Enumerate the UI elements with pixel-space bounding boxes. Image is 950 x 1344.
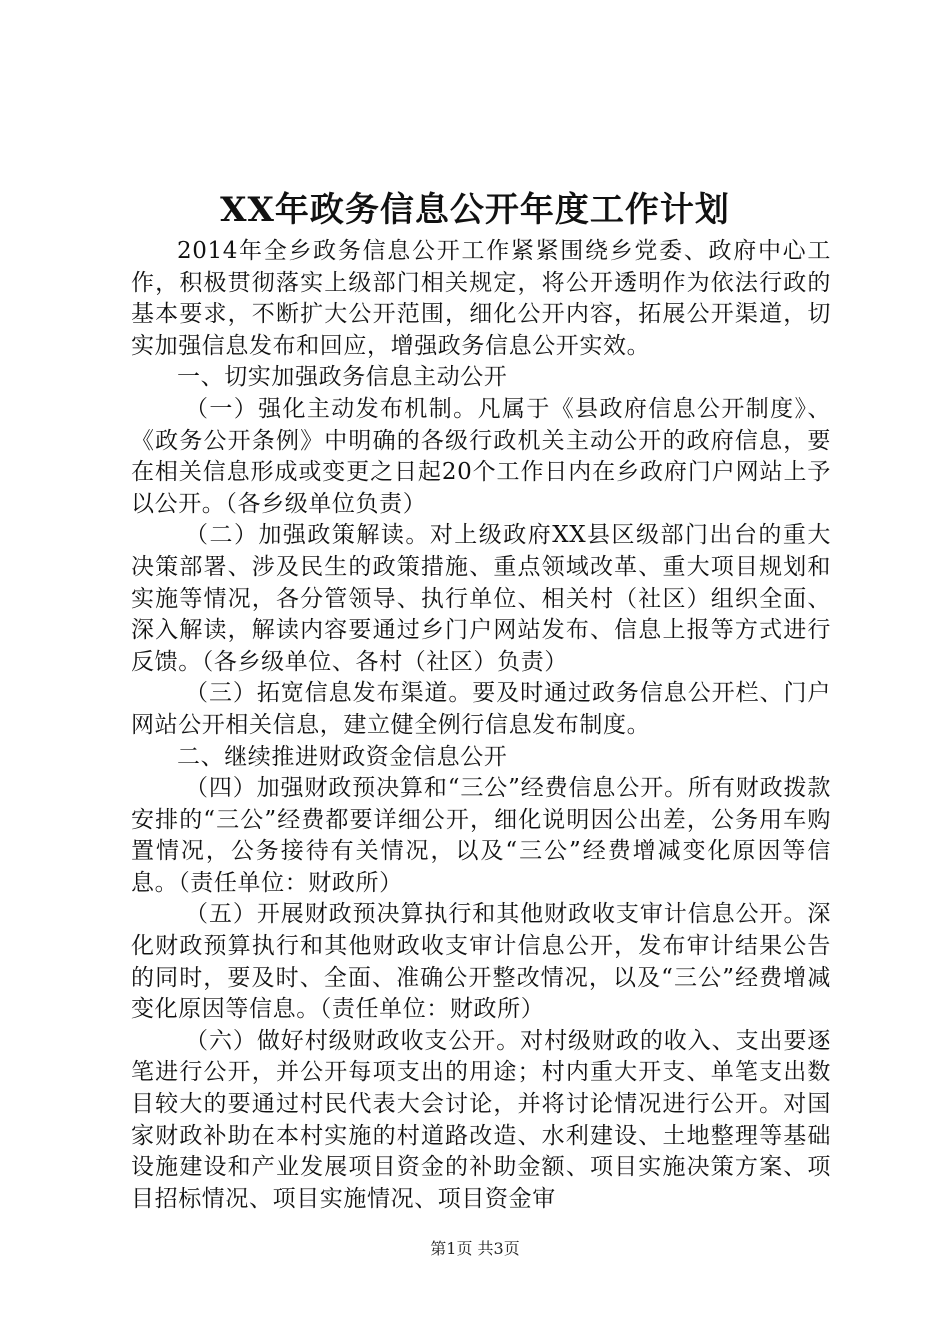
item-paragraph-1: （一）强化主动发布机制。凡属于《县政府信息公开制度》、《政务公开条例》中明确的各级行政机关主动公开的政府信息，要在相关信息形成或变更之日起20个工作日内在乡政府门户网站上予以公开。（各乡级单位负责） — [131, 395, 831, 517]
item-paragraph-5: （五）开展财政预决算执行和其他财政收支审计信息公开。深化财政预算执行和其他财政收支审计信息公开，发布审计结果公告的同时，要及时、全面、准确公开整改情况，以及“三公”经费增减变化原因等信息。（责任单位：财政所） — [131, 901, 831, 1023]
item-paragraph-4: （四）加强财政预决算和“三公”经费信息公开。所有财政拨款安排的“三公”经费都要详细公开，细化说明因公出差，公务用车购置情况，公务接待有关情况，以及“三公”经费增减变化原因等信息。（责任单位：财政所） — [131, 775, 831, 896]
document-title: XX年政务信息公开年度工作计划 — [220, 190, 730, 230]
item-paragraph-3: （三）拓宽信息发布渠道。要及时通过政务信息公开栏、门户网站公开相关信息，建立健全例行信息发布制度。 — [131, 680, 831, 738]
section-heading-2: 二、继续推进财政资金信息公开 — [177, 743, 508, 770]
item-paragraph-2: （二）加强政策解读。对上级政府XX县区级部门出台的重大决策部署、涉及民生的政策措施、重点领域改革、重大项目规划和实施等情况，各分管领导、执行单位、相关村（社区）组织全面、深入解读，解读内容要通过乡门户网站发布、信息上报等方式进行反馈。（各乡级单位、各村（社区）负责） — [131, 522, 831, 675]
page-footer: 第1页 共3页 — [430, 1239, 520, 1258]
document-body — [131, 236, 831, 1215]
section-heading-1: 一、切实加强政务信息主动公开 — [177, 364, 508, 391]
item-paragraph-6: （六）做好村级财政收支公开。对村级财政的收入、支出要逐笔进行公开，并公开每项支出的用途；村内重大开支、单笔支出数目较大的要通过村民代表大会讨论，并将讨论情况进行公开。对国家财政补助在本村实施的村道路改造、水利建设、土地整理等基础设施建设和产业发展项目资金的补助金额、项目实施决策方案、项目招标情况、项目实施情况、项目资金审 — [131, 1027, 831, 1212]
intro-paragraph: 2014年全乡政务信息公开工作紧紧围绕乡党委、政府中心工作，积极贯彻落实上级部门相关规定，将公开透明作为依法行政的基本要求，不断扩大公开范围，细化公开内容，拓展公开渠道，切实加强信息发布和回应，增强政务信息公开实效。 — [131, 238, 831, 359]
